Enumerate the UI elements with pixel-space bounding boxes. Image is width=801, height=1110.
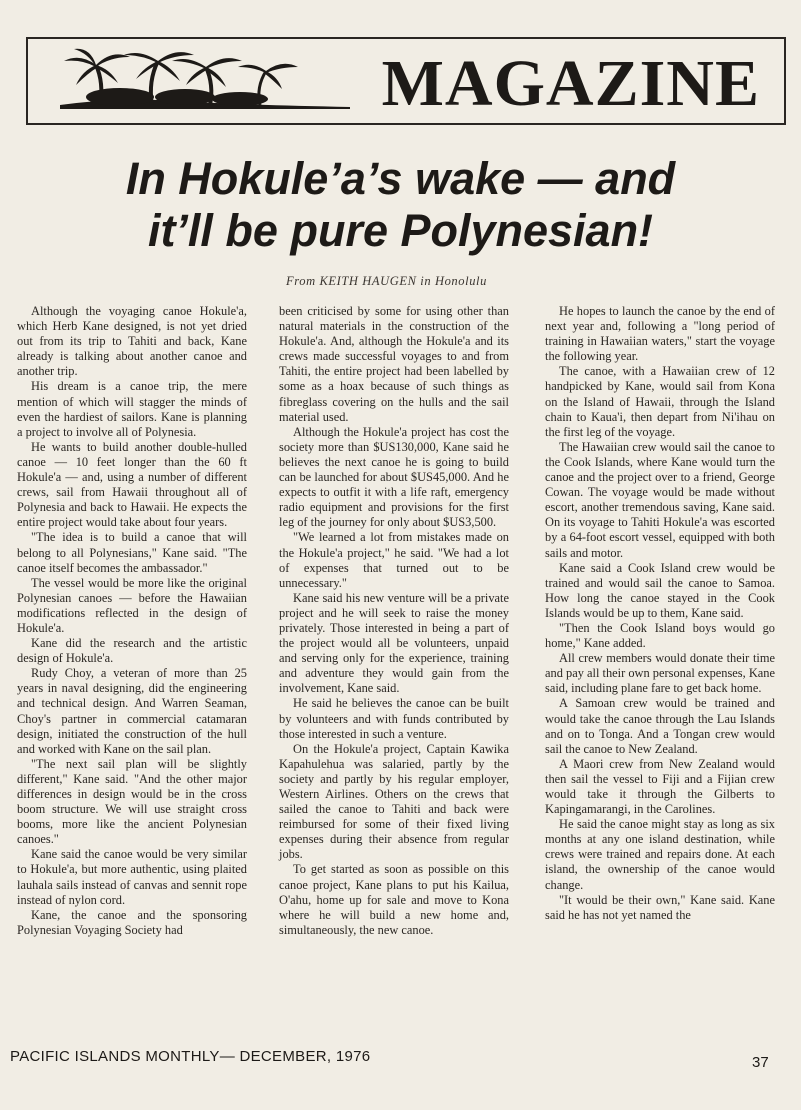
paragraph: Rudy Choy, a veteran of more than 25 years in naval designing, did the engineering and technical design. And Warren Seaman, Choy's partner in commercial catamaran design, initiated the construction of the hull and worked with Kane on the sail plan. xyxy=(17,666,247,756)
paragraph: His dream is a canoe trip, the mere mention of which will stagger the minds of even the hardiest of sailors. Kane is planning a project to involve all of Polynesia. xyxy=(17,379,247,439)
paragraph: He said he believes the canoe can be built by volunteers and with funds contributed by those interested in such a venture. xyxy=(279,696,509,741)
masthead xyxy=(26,37,786,125)
paragraph: He hopes to launch the canoe by the end of next year and, following a "long period of training in Hawaiian waters," start the voyage the following year. xyxy=(545,304,775,364)
paragraph: Kane said his new venture will be a private project and he will seek to raise the money privately. Those interested in being a part of the project would all be volunteers, unpaid and serving only for the experience, training and adventure they would gain from the involvement, Kane said. xyxy=(279,590,509,696)
publication-footer: PACIFIC ISLANDS MONTHLY— DECEMBER, 1976 xyxy=(10,1048,371,1065)
paragraph: He said the canoe might stay as long as six months at any one island destination, while crews were trained and repairs done. At each island, the ownership of the canoe would change. xyxy=(545,817,775,892)
article-headline xyxy=(0,153,801,257)
paragraph: A Samoan crew would be trained and would take the canoe through the Lau Islands and on to Tonga. And a Tongan crew would sail the canoe to New Zealand. xyxy=(545,696,775,756)
paragraph: The vessel would be more like the original Polynesian canoes — before the Hawaiian modifications reflected in the design of Hokule'a. xyxy=(17,575,247,635)
masthead-title: MAGAZINE xyxy=(381,47,760,120)
article-column-1 xyxy=(17,304,247,938)
paragraph: "The next sail plan will be slightly different," Kane said. "And the other major differences in design would be in the cross boom structure. We will use straight cross booms, more like the ancient Polynesian canoes." xyxy=(17,756,247,847)
paragraph: Kane, the canoe and the sponsoring Polynesian Voyaging Society had xyxy=(17,907,247,937)
headline-line-1: In Hokule’a’s wake — and xyxy=(125,153,676,204)
paragraph: Although the voyaging canoe Hokule'a, which Herb Kane designed, is not yet dried out from its trip to Tahiti and back, Kane already is talking about another canoe and another trip. xyxy=(17,304,247,379)
paragraph: "The idea is to build a canoe that will belong to all Polynesians," Kane said. "The canoe itself becomes the ambassador." xyxy=(17,530,247,575)
byline: From KEITH HAUGEN in Honolulu xyxy=(286,274,487,288)
paragraph: Kane said a Cook Island crew would be trained and would sail the canoe to Samoa. How long the canoe stayed in the Cook Islands would be up to them, Kane said. xyxy=(545,560,775,620)
palm-trees-icon xyxy=(60,47,350,115)
paragraph: Kane said the canoe would be very similar to Hokule'a, but more authentic, using plaited lauhala sails instead of canvas and sennit rope instead of nylon cord. xyxy=(17,847,247,907)
paragraph: The Hawaiian crew would sail the canoe to the Cook Islands, where Kane would turn the canoe and the project over to a friend, George Cowan. The voyage would be made without escort, another tremendous saving, Kane said. On its voyage to Tahiti Hokule'a was escorted by a 64-foot escort vessel, equipped with both sails and motor. xyxy=(545,439,775,560)
paragraph: Although the Hokule'a project has cost the society more than $US130,000, Kane said he believes the next canoe he is going to build can be launched for about $US45,000. And he expects to outfit it with a life raft, emergency radio equipment and provisions for the first leg of the journey for only about $US3,500. xyxy=(279,424,509,530)
page-number: 37 xyxy=(752,1054,769,1071)
paragraph: To get started as soon as possible on this canoe project, Kane plans to put his Kailua, O'ahu, home up for sale and move to Kona where he will build a new home and, simultaneously, the new canoe. xyxy=(279,862,509,937)
paragraph: "We learned a lot from mistakes made on the Hokule'a project," he said. "We had a lot of expenses that turned out to be unnecessary." xyxy=(279,530,509,590)
paragraph: On the Hokule'a project, Captain Kawika Kapahulehua was salaried, partly by the society and partly by his regular employer, Western Airlines. Others on the crews that sailed the canoe to Tahiti and back were reimbursed for some of their fixed living expenses during their absence from regular jobs. xyxy=(279,741,509,862)
paragraph: "Then the Cook Island boys would go home," Kane added. xyxy=(545,620,775,651)
article-column-2 xyxy=(279,304,509,938)
headline-line-2: it’ll be pure Polynesian! xyxy=(147,205,654,256)
paragraph: All crew members would donate their time and pay all their own personal expenses, Kane said, including plane fare to get back home. xyxy=(545,651,775,696)
article-column-3 xyxy=(545,304,775,923)
paragraph: A Maori crew from New Zealand would then sail the vessel to Fiji and a Fijian crew would take it through the Gilberts to Kapingamarangi, in the Carolines. xyxy=(545,756,775,817)
paragraph: The canoe, with a Hawaiian crew of 12 handpicked by Kane, would sail from Kona on the Island of Hawaii, through the Island chain to Kaua'i, then depart from Ni'ihau on the first leg of the voyage. xyxy=(545,364,775,439)
paragraph: been criticised by some for using other than natural materials in the construction of the Hokule'a. And, although the Hokule'a and its crews made successful voyages to and from Tahiti, the entire project had been labelled by some as a hoax because of such things as fibreglass covering on the hulls and the sail material used. xyxy=(279,304,509,424)
paragraph: Kane did the research and the artistic design of Hokule'a. xyxy=(17,636,247,666)
paragraph: "It would be their own," Kane said. Kane said he has not yet named the xyxy=(545,892,775,922)
paragraph: He wants to build another double-hulled canoe — 10 feet longer than the 60 ft Hokule'a — and, using a number of different crews, sail from Hawaii throughout all of Polynesia and back to Hawaii. He expects the entire project would take about four years. xyxy=(17,439,247,530)
